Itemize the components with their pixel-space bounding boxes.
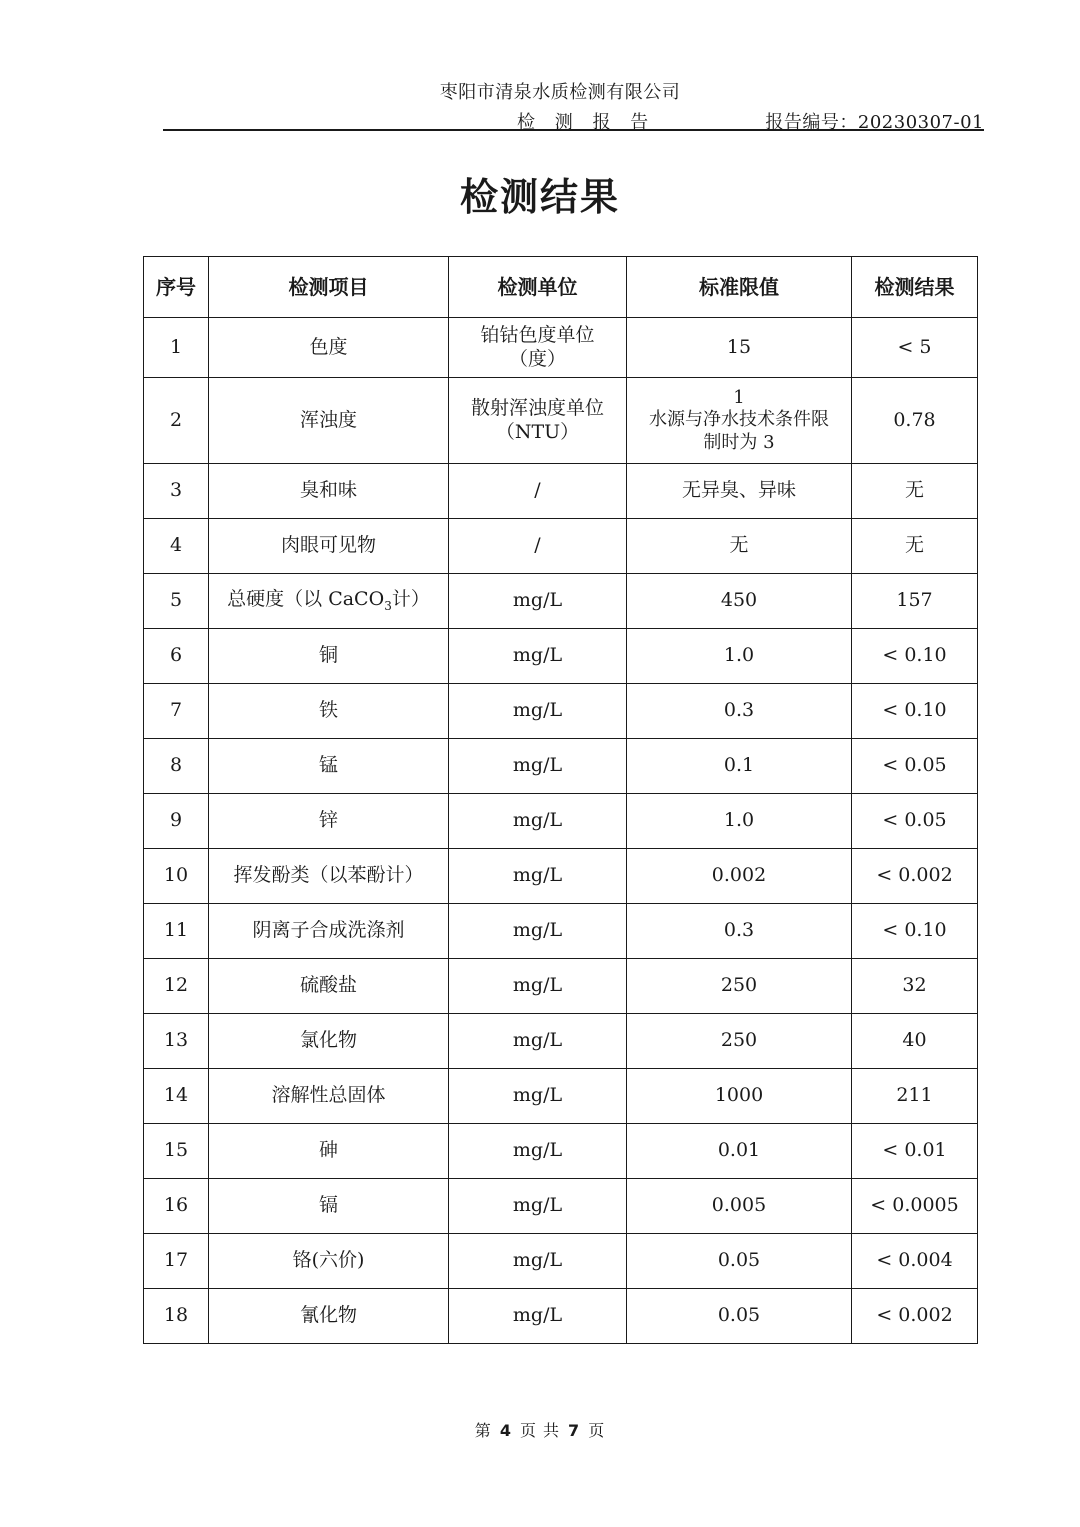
cell-limit: 1000 <box>627 1069 852 1124</box>
column-header-no: 序号 <box>144 257 209 318</box>
cell-result: < 0.004 <box>852 1234 978 1289</box>
cell-unit: mg/L <box>449 684 627 739</box>
cell-limit-line: 1 <box>733 386 745 408</box>
cell-unit: mg/L <box>449 1289 627 1344</box>
cell-no: 3 <box>144 464 209 519</box>
cell-limit: 0.005 <box>627 1179 852 1234</box>
table-row <box>144 1234 978 1289</box>
table-row <box>144 684 978 739</box>
table-row <box>144 1124 978 1179</box>
cell-no: 11 <box>144 904 209 959</box>
company-name: 枣阳市清泉水质检测有限公司 <box>439 82 681 103</box>
cell-limit: 0.05 <box>627 1234 852 1289</box>
cell-limit: 450 <box>627 574 852 629</box>
table-row <box>144 519 978 574</box>
table-row <box>144 574 978 629</box>
cell-unit: / <box>449 464 627 519</box>
cell-result: < 0.05 <box>852 739 978 794</box>
table-row <box>144 904 978 959</box>
table-row <box>144 849 978 904</box>
report-number: 报告编号：20230307-01 <box>765 112 984 133</box>
column-header-item: 检测项目 <box>209 257 449 318</box>
cell-no: 9 <box>144 794 209 849</box>
cell-no: 1 <box>144 318 209 378</box>
cell-result: 40 <box>852 1014 978 1069</box>
cell-no: 15 <box>144 1124 209 1179</box>
cell-result: < 0.01 <box>852 1124 978 1179</box>
cell-item: 挥发酚类（以苯酚计） <box>209 849 449 904</box>
table-row <box>144 378 978 464</box>
cell-item: 阴离子合成洗涤剂 <box>209 904 449 959</box>
cell-item: 镉 <box>209 1179 449 1234</box>
cell-no: 4 <box>144 519 209 574</box>
cell-unit: mg/L <box>449 1124 627 1179</box>
cell-result: < 5 <box>852 318 978 378</box>
cell-result: 157 <box>852 574 978 629</box>
cell-item: 色度 <box>209 318 449 378</box>
cell-no: 10 <box>144 849 209 904</box>
cell-result: < 0.002 <box>852 849 978 904</box>
table-header-row <box>144 257 978 318</box>
footer-mid: 页 共 <box>519 1421 561 1440</box>
cell-limit-line: 水源与净水技术条件限 <box>649 409 829 431</box>
cell-limit: 0.3 <box>627 684 852 739</box>
cell-unit-line: （度） <box>508 347 566 370</box>
cell-item: 氯化物 <box>209 1014 449 1069</box>
cell-unit-line: 铂钴色度单位 <box>480 323 595 346</box>
cell-limit <box>627 378 852 464</box>
cell-item: 铜 <box>209 629 449 684</box>
page-title: 检测结果 <box>459 174 620 219</box>
cell-unit: mg/L <box>449 849 627 904</box>
cell-no: 13 <box>144 1014 209 1069</box>
cell-limit: 250 <box>627 959 852 1014</box>
cell-result: < 0.10 <box>852 904 978 959</box>
cell-result: 无 <box>852 464 978 519</box>
cell-result: < 0.10 <box>852 684 978 739</box>
cell-item: 锌 <box>209 794 449 849</box>
cell-no: 17 <box>144 1234 209 1289</box>
cell-limit-line: 制时为 3 <box>703 431 775 453</box>
cell-limit: 无 <box>627 519 852 574</box>
table-row <box>144 1179 978 1234</box>
header-divider <box>163 129 984 131</box>
footer-page-number: 4 <box>499 1421 512 1440</box>
cell-limit: 0.1 <box>627 739 852 794</box>
cell-no: 2 <box>144 378 209 464</box>
cell-unit: mg/L <box>449 1234 627 1289</box>
cell-item-subscript: 3 <box>384 598 392 613</box>
cell-unit: mg/L <box>449 739 627 794</box>
cell-no: 8 <box>144 739 209 794</box>
cell-unit: mg/L <box>449 794 627 849</box>
cell-no: 18 <box>144 1289 209 1344</box>
cell-unit: mg/L <box>449 904 627 959</box>
cell-limit: 0.3 <box>627 904 852 959</box>
cell-unit: / <box>449 519 627 574</box>
cell-limit: 250 <box>627 1014 852 1069</box>
cell-result: 无 <box>852 519 978 574</box>
column-header-result: 检测结果 <box>852 257 978 318</box>
cell-limit: 1.0 <box>627 629 852 684</box>
cell-limit: 0.05 <box>627 1289 852 1344</box>
cell-item: 砷 <box>209 1124 449 1179</box>
cell-item: 铁 <box>209 684 449 739</box>
cell-item: 氰化物 <box>209 1289 449 1344</box>
cell-no: 14 <box>144 1069 209 1124</box>
cell-limit: 1.0 <box>627 794 852 849</box>
cell-item-prefix: 总硬度（以 CaCO <box>227 588 385 611</box>
table-row <box>144 739 978 794</box>
cell-unit <box>449 318 627 378</box>
table-row <box>144 1069 978 1124</box>
cell-unit-line: （NTU） <box>495 420 580 443</box>
table-row <box>144 794 978 849</box>
footer-total-pages: 7 <box>568 1421 581 1440</box>
cell-unit <box>449 378 627 464</box>
cell-unit: mg/L <box>449 959 627 1014</box>
cell-limit: 15 <box>627 318 852 378</box>
report-subtitle: 检 测 报 告 <box>517 112 656 133</box>
table-row <box>144 318 978 378</box>
cell-no: 16 <box>144 1179 209 1234</box>
footer-suffix: 页 <box>588 1421 606 1440</box>
cell-item: 肉眼可见物 <box>209 519 449 574</box>
cell-no: 5 <box>144 574 209 629</box>
cell-item: 溶解性总固体 <box>209 1069 449 1124</box>
table-row <box>144 959 978 1014</box>
page-footer <box>0 1418 1080 1441</box>
cell-item-suffix: 计） <box>391 588 430 611</box>
cell-item: 硫酸盐 <box>209 959 449 1014</box>
column-header-unit: 检测单位 <box>449 257 627 318</box>
cell-item: 锰 <box>209 739 449 794</box>
cell-result: 211 <box>852 1069 978 1124</box>
cell-limit: 无异臭、异味 <box>627 464 852 519</box>
cell-item <box>209 574 449 629</box>
table-row <box>144 1014 978 1069</box>
cell-no: 12 <box>144 959 209 1014</box>
cell-result: < 0.05 <box>852 794 978 849</box>
cell-result: < 0.0005 <box>852 1179 978 1234</box>
cell-item: 铬(六价) <box>209 1234 449 1289</box>
cell-unit: mg/L <box>449 574 627 629</box>
cell-no: 6 <box>144 629 209 684</box>
cell-unit: mg/L <box>449 1014 627 1069</box>
cell-result: < 0.10 <box>852 629 978 684</box>
cell-unit-line: 散射浑浊度单位 <box>470 396 604 419</box>
table-row <box>144 1289 978 1344</box>
cell-no: 7 <box>144 684 209 739</box>
cell-result: 32 <box>852 959 978 1014</box>
cell-limit: 0.01 <box>627 1124 852 1179</box>
table-row <box>144 629 978 684</box>
column-header-limit: 标准限值 <box>627 257 852 318</box>
cell-item: 臭和味 <box>209 464 449 519</box>
header-line <box>163 108 984 133</box>
cell-unit: mg/L <box>449 1179 627 1234</box>
cell-item: 浑浊度 <box>209 378 449 464</box>
cell-result: < 0.002 <box>852 1289 978 1344</box>
footer-prefix: 第 <box>474 1421 492 1440</box>
cell-limit: 0.002 <box>627 849 852 904</box>
table-row <box>144 464 978 519</box>
cell-unit: mg/L <box>449 629 627 684</box>
results-table <box>143 256 978 1344</box>
cell-unit: mg/L <box>449 1069 627 1124</box>
cell-result: 0.78 <box>852 378 978 464</box>
